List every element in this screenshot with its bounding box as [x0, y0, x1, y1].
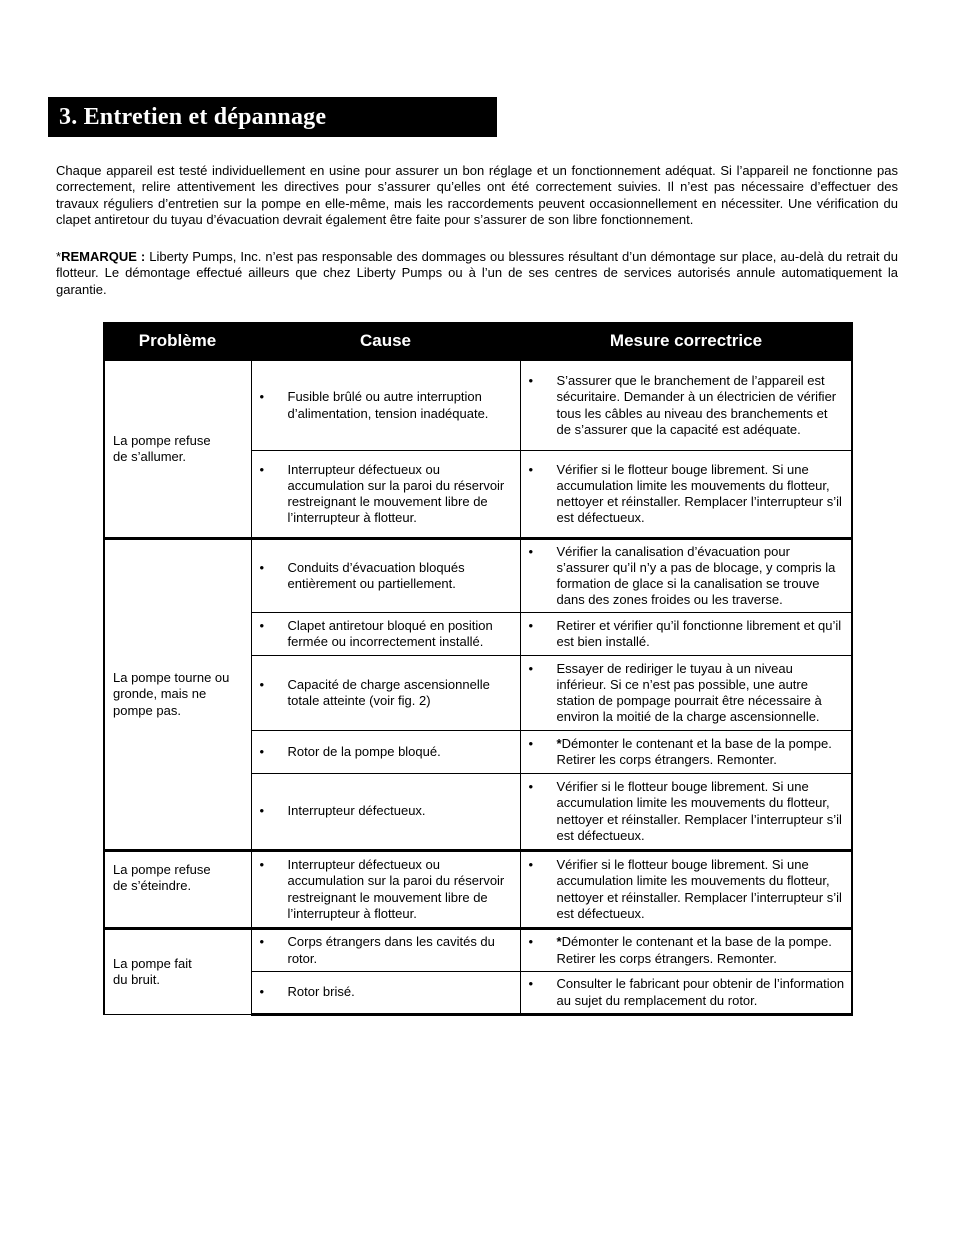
- problem-line: de s’allumer.: [113, 449, 186, 464]
- cause-cell: [251, 656, 520, 731]
- note-text: Liberty Pumps, Inc. n’est pas responsable des dommages ou blessures résultant d’un démontage sur place, au-delà du retrait du flotteur. Le démontage effectué ailleurs que chez Liberty Pumps ou à l’un de ses centres de services autorisés annule automatiquement la garantie.: [56, 249, 898, 297]
- problem-cell: [104, 539, 251, 851]
- measure-text: S’assurer que le branchement de l’appareil est sécuritaire. Demander à un électricien de vérifier tous les câbles au niveau des branchements et de s’assurer que la capacité est adéquate.: [556, 373, 837, 437]
- bullet: •: [259, 984, 265, 1000]
- measure-star: *: [556, 934, 562, 950]
- cause-text: Fusible brûlé ou autre interruption d’alimentation, tension inadéquate.: [287, 389, 489, 421]
- bullet: •: [528, 735, 534, 751]
- bullet: •: [259, 934, 265, 950]
- cause-cell: [251, 731, 520, 774]
- cause-cell: [251, 539, 520, 613]
- bullet: •: [259, 743, 265, 759]
- problem-line: gronde, mais ne: [113, 686, 207, 702]
- bullet: •: [528, 373, 534, 389]
- problem-line: de s’éteindre.: [113, 878, 192, 894]
- cause-text: Corps étrangers dans les cavités du rotor.: [287, 934, 495, 966]
- cause-text: Rotor brisé.: [287, 984, 355, 1000]
- measure-text: Essayer de rediriger le tuyau à un niveau inférieur. Si ce n’est pas possible, une autre station de pompage pourrait être nécessaire à environ la moitié de la charge ascensionnelle.: [556, 660, 822, 725]
- measure-cell: [520, 360, 852, 451]
- cause-text: Interrupteur défectueux.: [287, 803, 426, 819]
- measure-cell: [520, 731, 852, 774]
- cause-cell: [251, 451, 520, 539]
- bullet: •: [528, 976, 534, 992]
- problem-line: du bruit.: [113, 972, 160, 987]
- bullet: •: [528, 934, 534, 950]
- measure-cell: [520, 656, 852, 731]
- measure-text: Vérifier la canalisation d’évacuation pour s’assurer qu’il n’y a pas de blocage, y compris la formation de glace si la canalisation se trouve dans des zones froides ou les traverse.: [556, 543, 836, 608]
- cause-cell: [251, 360, 520, 451]
- bullet: •: [259, 389, 265, 405]
- bullet: •: [528, 660, 534, 676]
- measure-cell: [520, 851, 852, 929]
- table-row: [104, 851, 852, 929]
- measure-text: Démonter le contenant et la base de la pompe. Retirer les corps étrangers. Remonter.: [556, 934, 832, 966]
- note-asterisk: *: [56, 249, 62, 264]
- measure-text: Vérifier si le flotteur bouge librement. Si une accumulation limite les mouvements du flotteur, nettoyer et réinstaller. Remplacer l’interrupteur s’il est défectueux.: [556, 779, 842, 843]
- measure-cell: [520, 613, 852, 656]
- problem-line: pompe pas.: [113, 702, 181, 718]
- measure-cell: [520, 972, 852, 1015]
- bullet: •: [528, 857, 534, 873]
- measure-text: Retirer et vérifier qu’il fonctionne librement et qu’il est bien installé.: [556, 617, 842, 649]
- section-title: 3. Entretien et dépannage: [59, 104, 327, 130]
- intro-paragraph: Chaque appareil est testé individuellement en usine pour assurer un bon réglage et un fonctionnement adéquat. Si l’appareil ne fonctionne pas correctement, relire attentivement les directives pour s’assurer qu’elles ont été correctement suivies. Il n’est pas nécessaire d’effectuer des travaux réguliers d’entretien sur la pompe en elle-même, mais les raccordements peuvent occasionnellement en nécessiter. Une vérification du clapet antiretour du tuyau d’évacuation devrait également être faite pour s’assurer de son libre fonctionnement.: [56, 163, 898, 227]
- table-row: [104, 360, 852, 451]
- table-row: [104, 539, 852, 613]
- bullet: •: [528, 779, 534, 795]
- bullet: •: [259, 676, 265, 692]
- problem-line: La pompe refuse: [113, 432, 211, 448]
- cause-text: Capacité de charge ascensionnelle totale atteinte (voir fig. 2): [287, 676, 490, 708]
- bullet: •: [259, 461, 265, 477]
- cause-cell: [251, 929, 520, 972]
- measure-cell: [520, 774, 852, 851]
- header-measure: Mesure correctrice: [520, 323, 852, 360]
- bullet: •: [259, 617, 265, 633]
- problem-cell: [104, 929, 251, 1015]
- bullet: •: [259, 803, 265, 819]
- cause-cell: [251, 613, 520, 656]
- table-row: [104, 929, 852, 972]
- note-paragraph: [56, 249, 898, 298]
- header-cause: Cause: [251, 323, 520, 360]
- measure-star: *: [556, 735, 562, 751]
- cause-cell: [251, 774, 520, 851]
- problem-cell: [104, 360, 251, 539]
- measure-cell: [520, 929, 852, 972]
- section-title-bar: [48, 97, 497, 137]
- measure-text: Consulter le fabricant pour obtenir de l’information au sujet du remplacement du rotor.: [556, 976, 845, 1008]
- problem-cell: [104, 851, 251, 929]
- bullet: •: [528, 543, 534, 559]
- measure-text: Vérifier si le flotteur bouge librement. Si une accumulation limite les mouvements du flotteur, nettoyer et réinstaller. Remplacer l’interrupteur s’il est défectueux.: [556, 461, 842, 526]
- cause-text: Interrupteur défectueux ou accumulation sur la paroi du réservoir restreignant le mouvement libre de l’interrupteur à flotteur.: [287, 857, 505, 921]
- cause-cell: [251, 972, 520, 1015]
- cause-text: Rotor de la pompe bloqué.: [287, 743, 441, 759]
- problem-line: La pompe refuse: [113, 862, 211, 877]
- cause-cell: [251, 851, 520, 929]
- problem-line: La pompe tourne ou: [113, 670, 230, 686]
- cause-text: Interrupteur défectueux ou accumulation sur la paroi du réservoir restreignant le mouvement libre de l’interrupteur à flotteur.: [287, 461, 505, 526]
- troubleshooting-table: [103, 322, 853, 1016]
- cause-text: Conduits d’évacuation bloqués entièrement ou partiellement.: [287, 559, 465, 591]
- bullet: •: [528, 461, 534, 477]
- bullet: •: [528, 617, 534, 633]
- note-label: REMARQUE :: [61, 249, 146, 264]
- measure-text: Vérifier si le flotteur bouge librement. Si une accumulation limite les mouvements du flotteur, nettoyer et réinstaller. Remplacer l’interrupteur s’il est défectueux.: [556, 857, 842, 921]
- header-problem: Problème: [104, 323, 251, 360]
- bullet: •: [259, 857, 265, 873]
- measure-cell: [520, 451, 852, 539]
- bullet: •: [259, 559, 265, 575]
- measure-text: Démonter le contenant et la base de la pompe. Retirer les corps étrangers. Remonter.: [556, 735, 832, 767]
- problem-line: La pompe fait: [113, 955, 192, 971]
- cause-text: Clapet antiretour bloqué en position fermée ou incorrectement installé.: [287, 617, 493, 649]
- table-header-row: [104, 323, 852, 360]
- measure-cell: [520, 539, 852, 613]
